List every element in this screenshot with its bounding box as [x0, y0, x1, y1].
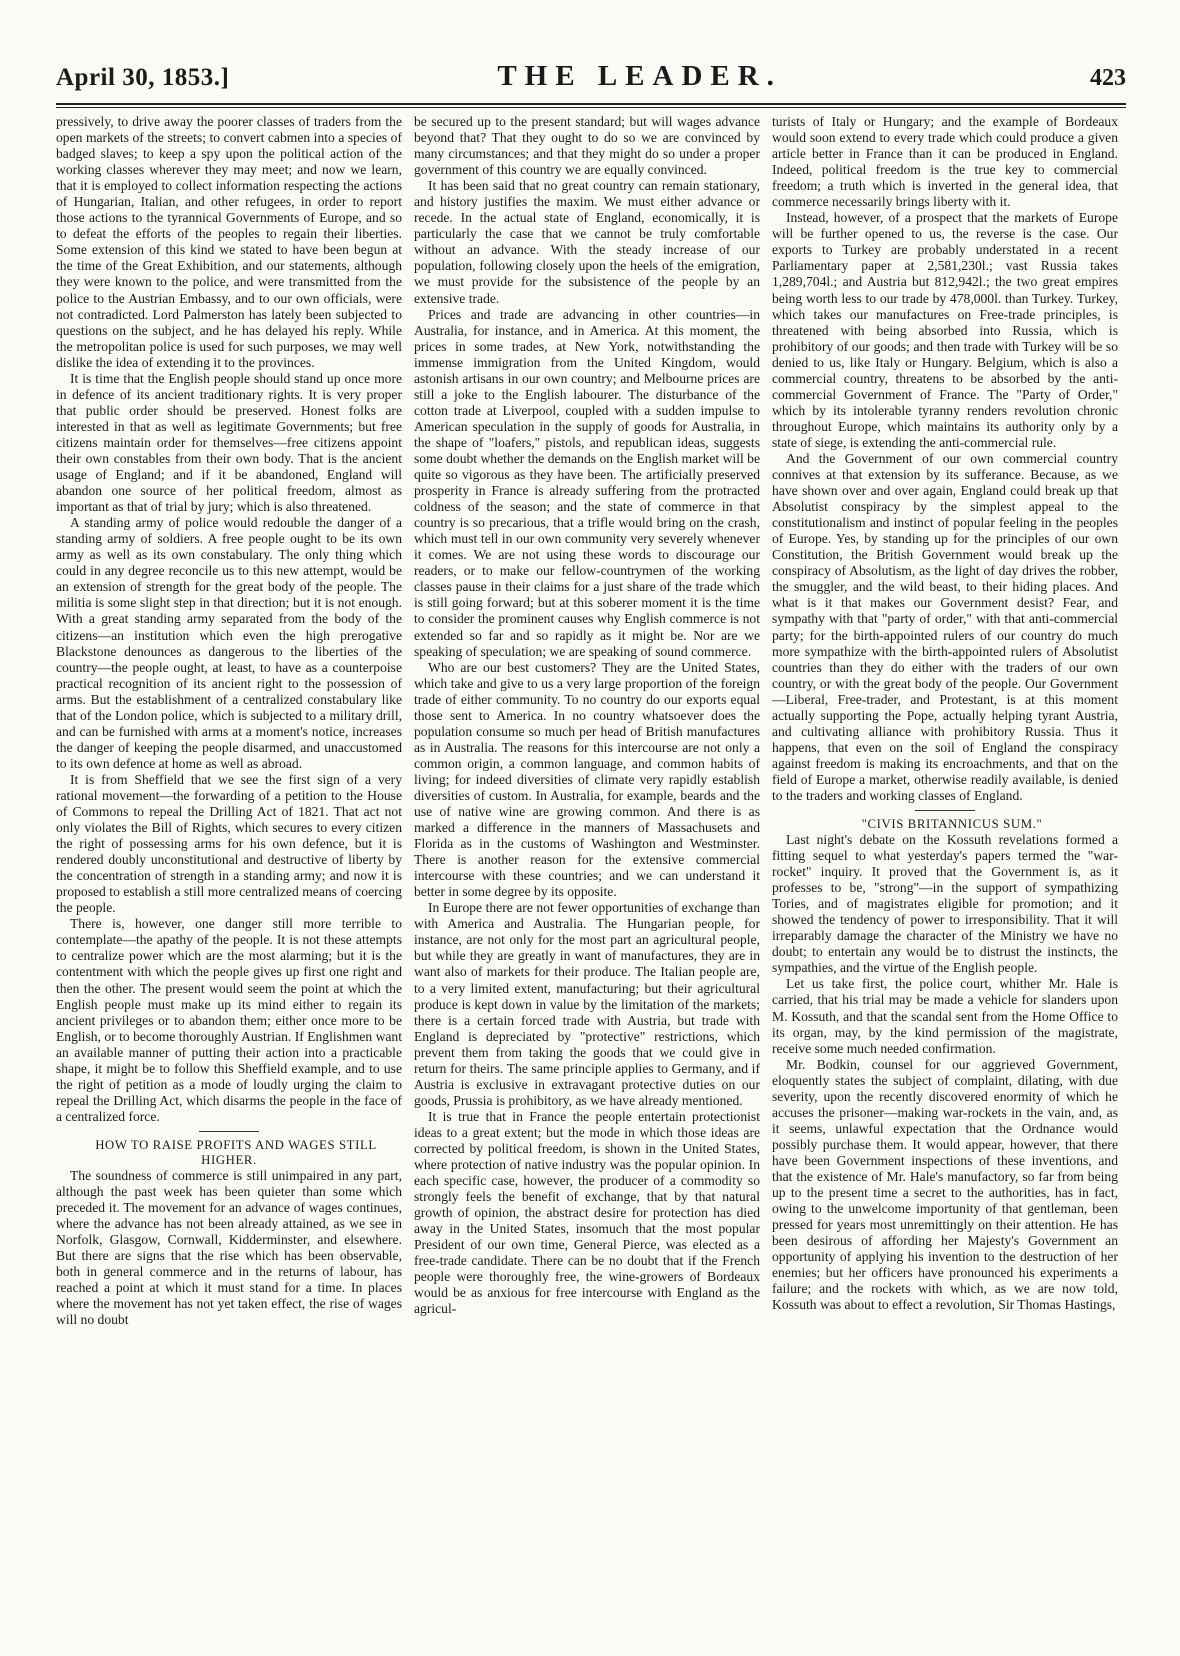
article-paragraph: be secured up to the present standard; but will wages advance beyond that? That they ought to do so we are convinced by many circumstances; and that they might do so under a proper government of this country we are equally convinced. — [414, 114, 760, 178]
article-heading-civis: "CIVIS BRITANNICUS SUM." — [861, 817, 1043, 832]
article-paragraph: Prices and trade are advancing in other countries—in Australia, for instance, and in America. At this moment, the prices in some trades, at New York, notwithstanding the immense immigration from the United Kingdom, would astonish artisans in our own country; and Melbourne prices are still a joke to the English labourer. The disturbance of the cotton trade at Liverpool, coupled with a sudden impulse to American speculation in the supply of goods for Australia, in the shape of "loafers," pistols, and republican ideas, suggests some doubt whether the demands on the English market will be quite so vigorous as they have been. The artificially preserved prosperity in France is already suffering from the protracted coldness of the season; and the state of commerce in that country is so precarious, that a trifle would bring on the crash, which must tell in our own community very severely whenever it comes. We are not using these words to discourage our readers, or to make our fellow-countrymen of the working classes pause in their claims for a just share of the trade which is still going forward; but at this soberer moment it is the time to consider the prominent causes why English commerce is not extended so far and so rapidly as it might be. Nor are we speaking of speculation; we are speaking of sound commerce. — [414, 306, 760, 659]
article-paragraph: The soundness of commerce is still unimpaired in any part, although the past week has been quieter than some which preceded it. The movement for an advance of wages continues, where the advance has not been already attained, as we see in Norfolk, Glasgow, Cornwall, Kidderminster, and elsewhere. But there are signs that the rise which has been observable, both in general commerce and in the returns of labour, has reached a point at which it must stand for a time. In places where the movement has not yet taken effect, the rise of wages will no doubt — [56, 1167, 402, 1328]
column-1 — [56, 110, 402, 1328]
newspaper-title: THE LEADER. — [497, 60, 782, 92]
masthead — [56, 60, 1126, 100]
section-divider — [915, 810, 975, 811]
column-1-wrap — [56, 110, 402, 1640]
article-paragraph: It has been said that no great country can remain stationary, and history justifies the maxim. We must either advance or recede. In the actual state of England, economically, it is particularly the case that we cannot be truly comfortable without an advance. With the steady increase of our population, following closely upon the heels of the emigration, we must provide for the subsistence of the people by an extensive trade. — [414, 178, 760, 306]
article-paragraph: There is, however, one danger still more terrible to contemplate—the apathy of the people. It is not these attempts to centralize power which are the most alarming; but it is the contentment with which the people gives up first one right and then the other. The present would seem the point at which the English people must make up its mind either to regain its ancient privileges or to abandon them; either once more to be English, or to become thoroughly Austrian. If Englishmen want an available manner of putting their action into a practicable shape, it might be to follow this Sheffield example, and to use the right of petition as a mode of loudly urging the claim to repeal the Drilling Act, which disarms the people in the face of a centralized force. — [56, 916, 402, 1124]
article-paragraph: turists of Italy or Hungary; and the example of Bordeaux would soon extend to every trade which could produce a given article better in France than it can be produced in England. Indeed, political freedom is the true key to commercial freedom; a truth which is inverted in the general idea, that commerce necessarily brings liberty with it. — [772, 114, 1118, 210]
column-2-wrap — [414, 110, 760, 1640]
article-paragraph: It is time that the English people should stand up once more in defence of its ancient traditionary rights. It is very proper that public order should be preserved. Honest folks are interested in that as well as legitimate Governments; but free citizens maintain order for themselves—free citizens appoint their own constables from their own body. That is the ancient usage of England; and if it be abandoned, England will abandon one source of her political freedom, almost as important as that of trial by jury; which is also threatened. — [56, 370, 402, 515]
article-paragraph: In Europe there are not fewer opportunities of exchange than with America and Australia. The Hungarian people, for instance, are not only for the most part an agricultural people, but while they are greatly in want of manufactures, they are in want also of markets for their produce. The Italian people are, to a very limited extent, manufacturing; but their agricultural produce is kept down in value by the limitation of the markets; there is a certain forced trade with Austria, but trade with England is depreciated by "protective" restrictions, which prevent them from taking the goods that we could give in return for theirs. The same principle applies to Germany, and if Austria is exclusive in extravagant protective duties on our goods, Prussia is prohibitory, as we have already mentioned. — [414, 900, 760, 1108]
article-heading-profits: HOW TO RAISE PROFITS AND WAGES STILL HIGHER. — [95, 1137, 377, 1167]
column-3-wrap — [772, 110, 1118, 1640]
article-paragraph: Last night's debate on the Kossuth revelations formed a fitting sequel to what yesterday's papers termed the "war-rocket" inquiry. It proved that the Government is, as it professes to be, "strong"—in the support of sympathizing Tories, and of magistrates eligible for promotion; and it showed the tendency of power to irresponsibility. That it will irreparably damage the character of the Ministry we have no doubt; to entertain any would be to distrust the instincts, the sympathies, and the virtue of the English people. — [772, 832, 1118, 976]
article-paragraph: It is from Sheffield that we see the first sign of a very rational movement—the forwarding of a petition to the House of Commons to repeal the Drilling Act of 1821. That act not only violates the Bill of Rights, which secures to every citizen the right of possessing arms for his own defence, but it is rendered doubly unconstitutional and destructive of liberty by the concentration of strength in a standing army; and now it is proposed to establish a still more centralized means of coercing the people. — [56, 771, 402, 916]
article-paragraph: Instead, however, of a prospect that the markets of Europe will be further opened to us, the reverse is the case. Our exports to Turkey are probably understated in a recent Parliamentary paper at 2,581,230l.; vast Russia takes 1,289,704l.; and Austria but 812,942l.; the two great empires being worth less to our trade by 478,000l. than Turkey. Turkey, which takes our manufactures on Free-trade principles, is threatened with being absorbed into Russia, which is prohibitory of our goods; and then trade with Turkey will be so denied to us, like Italy or Hungary. Belgium, which is also a commercial country, threatens to be absorbed by the anti-commercial Government of France. The "Party of Order," which by its intolerable tyranny renders revolution chronic throughout Europe, which maintains its authority only by a state of siege, is extending the anti-commercial rule. — [772, 210, 1118, 450]
column-2 — [414, 110, 760, 1318]
article-paragraph: Let us take first, the police court, whither Mr. Hale is carried, that his trial may be made a vehicle for slanders upon M. Kossuth, and that the scandal sent from the Home Office to its organ, may, by the kind permission of the magistrate, receive some much needed confirmation. — [772, 976, 1118, 1056]
article-paragraph: It is true that in France the people entertain protectionist ideas to a great extent; but the mode in which those ideas are corrected by political freedom, is shown in the United States, where protection of native industry was the popular opinion. In each specific case, however, the producer of a commodity so strongly feels the benefit of exchange, that by that natural growth of opinion, the abstract desire for protection has died away in the United States, insomuch that the most popular President of our own time, General Pierce, was elected as a free-trade candidate. There can be no doubt that if the French people were thoroughly free, the wine-growers of Bordeaux would be as anxious for free intercourse with England as the agricul- — [414, 1108, 760, 1317]
page-number: 423 — [1089, 65, 1126, 91]
article-paragraph: And the Government of our own commercial country connives at that extension by its sufferance. Because, as we have shown over and over again, England could break up that Absolutist conspiracy by the simplest appeal to the constitutionalism and instinct of popular feeling in the peoples of Europe. Yes, by standing up for the principles of our own Constitution, the British Government would break up the conspiracy of Absolutism, as the light of day drives the robber, the smuggler, and the wild beast, to their hiding places. And what is it that makes our Government desist? Fear, and sympathy with that "party of order," with that anti-commercial party; for the birth-appointed rulers of our country do much more sympathize with the birth-appointed rulers of Absolutist countries than they do either with the traders of our own country, or with the great body of the people. Our Government—Liberal, Free-trader, and Protestant, is at this moment actually supporting the Pope, actually helping tyrant Austria, and cultivating alliance with prohibitory Russia. Thus it happens, that even on the soil of England the conspiracy against freedom is making its encroachments, and that on the field of Europe a market, otherwise readily available, is denied to the traders and working classes of England. — [772, 450, 1118, 803]
masthead-rule-thin — [56, 107, 1126, 108]
article-columns — [56, 110, 1126, 1640]
column-3 — [772, 110, 1118, 1313]
masthead-rule-thick — [56, 103, 1126, 105]
article-paragraph: pressively, to drive away the poorer classes of traders from the open markets of the streets; to convert cabmen into a species of badged slaves; to keep a spy upon the political action of the working classes wherever they may meet; and now we learn, that it is employed to collect information respecting the actions of Hungarian, Italian, and other refugees, in order to report those actions to the tyrannical Governments of Europe, and so to defeat the efforts of the peoples to regain their liberties. Some extension of this kind we stated to have been begun at the time of the Great Exhibition, and our statements, although they were known to the police, and were transmitted from the police to the Austrian Embassy, and to our own officials, were not contradicted. Lord Palmerston has lately been subjected to questions on the subject, and he has delayed his reply. While the metropolitan police is used for such purposes, we may well dislike the idea of extending it to the provinces. — [56, 114, 402, 370]
article-paragraph: Who are our best customers? They are the United States, which take and give to us a very large proportion of the foreign trade of either community. To no country do our exports equal those sent to America. In no country whatsoever does the population consume so much per head of British manufactures as in Australia. The reasons for this intercourse are not only a common origin, a common language, and common habits of living; for indeed diversities of climate very rapidly establish diversities of custom. In Australia, for example, beards and the use of native wine are growing common. And there is as marked a difference in the manners of Massachusets and Florida as in the customs of Washington and Westminster. There is another reason for the extensive commercial intercourse with these countries; and we can understand it better in some degree by its opposite. — [414, 659, 760, 900]
section-divider — [199, 1131, 259, 1132]
issue-date: April 30, 1853.] — [56, 64, 230, 91]
article-paragraph: A standing army of police would redouble the danger of a standing army of soldiers. A free people ought to be its own army as well as its own constabulary. The only thing which could in any degree reconcile us to this new attempt, would be an extension of strength for the great body of the people. The militia is some slight step in that direction; but it is not enough. With a great standing army separated from the body of the citizens—an institution which even the high prerogative Blackstone denounces as dangerous to the liberties of the country—the people ought, at least, to have as a counterpoise practical recognition of its ancient right to the possession of arms. But the establishment of a centralized constabulary like that of the London police, which is subjected to a military drill, and can be furnished with arms at a moment's notice, increases the danger of keeping the people disarmed, and unaccustomed to its own defence at home as well as abroad. — [56, 515, 402, 771]
article-paragraph: Mr. Bodkin, counsel for our aggrieved Government, eloquently states the subject of complaint, dilating, with due severity, upon the recently discovered enormity of which he accuses the prisoner—making war-rockets in the vain, and, as it seems, unlawful expectation that the Ordnance would possibly purchase them. It would appear, however, that there have been Government inspections of these inventions, and that the existence of Mr. Hale's manufactory, so far from being up to the present time a secret to the authorities, has in fact, owing to the unwelcome importunity of that gentleman, been pressed for years most unremittingly on their attention. He has been desirous of affording her Majesty's Government an opportunity of applying his invention to the destruction of her enemies; but her officers have pronounced his experiments a failure; and the rockets with which, as we are now told, Kossuth was about to effect a revolution, Sir Thomas Hastings, — [772, 1056, 1118, 1313]
